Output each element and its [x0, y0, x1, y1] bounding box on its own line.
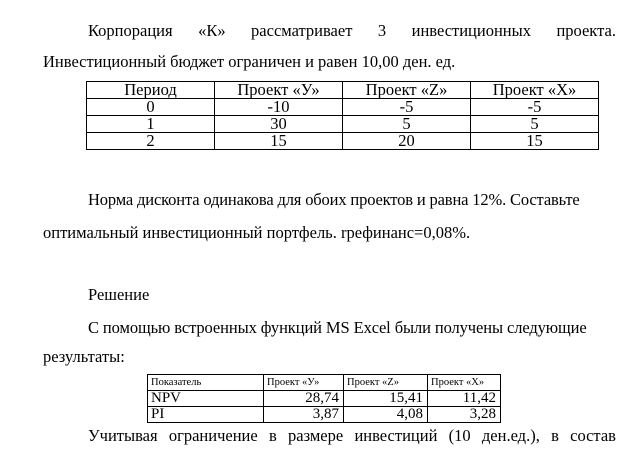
word: ден.ед.), — [481, 426, 540, 445]
table-header-cell: Проект «Z» — [343, 82, 471, 99]
table-cell: NPV — [148, 391, 264, 407]
table-header-cell: Проект «У» — [215, 82, 343, 99]
table-cell: -10 — [215, 99, 343, 116]
table-row — [148, 407, 501, 423]
word: рассматривает — [251, 21, 353, 40]
solution-title: Решение — [88, 285, 150, 304]
table-cell: 28,74 — [264, 391, 344, 407]
results-table — [147, 374, 501, 423]
table-header-cell: Проект «Z» — [344, 375, 428, 391]
table-row — [87, 99, 599, 116]
intro-line-2: Инвестиционный бюджет ограничен и равен 10,00 ден. ед. — [43, 52, 456, 71]
word: состав — [570, 426, 616, 445]
table-cell: 2 — [87, 133, 215, 150]
word: инвестиций — [354, 426, 438, 445]
table-row — [148, 391, 501, 407]
table-cell: 15,41 — [344, 391, 428, 407]
table-header-cell: Показатель — [148, 375, 264, 391]
table-header-cell: Проект «Х» — [428, 375, 501, 391]
table-cell: 5 — [471, 116, 599, 133]
word: (10 — [448, 426, 471, 445]
table-header-cell: Период — [87, 82, 215, 99]
table-cell: 1 — [87, 116, 215, 133]
intro-line-1 — [88, 21, 616, 41]
word: Корпорация — [88, 21, 173, 40]
word: «К» — [198, 21, 226, 40]
word: 3 — [377, 21, 387, 40]
discount-line-2: оптимальный инвестиционный портфель. rрефинанс=0,08%. — [43, 223, 471, 242]
solution-line-1: С помощью встроенных функций MS Excel были получены следующие — [88, 318, 587, 337]
table-row — [87, 116, 599, 133]
solution-line-2: результаты: — [43, 347, 125, 366]
word: в — [551, 426, 559, 445]
word: размере — [288, 426, 344, 445]
word: проекта. — [556, 21, 616, 40]
table-cell: PI — [148, 407, 264, 423]
word: ограничение — [168, 426, 258, 445]
word: Учитывая — [88, 426, 158, 445]
word: в — [268, 426, 277, 445]
table-cell: 30 — [215, 116, 343, 133]
table-cell: 4,08 — [344, 407, 428, 423]
table-cell: 3,28 — [428, 407, 501, 423]
table-header-row — [148, 375, 501, 391]
discount-line-1: Норма дисконта одинакова для обоих проектов и равна 12%. Составьте — [88, 190, 580, 209]
cashflow-table — [86, 81, 599, 150]
table-cell: 5 — [343, 116, 471, 133]
word: инвестиционных — [411, 21, 531, 40]
table-cell: -5 — [343, 99, 471, 116]
table-cell: 15 — [471, 133, 599, 150]
table-cell: 11,42 — [428, 391, 501, 407]
table-header-row — [87, 82, 599, 99]
closing-line-1 — [88, 426, 616, 446]
table-cell: -5 — [471, 99, 599, 116]
table-cell: 20 — [343, 133, 471, 150]
table-cell: 3,87 — [264, 407, 344, 423]
table-header-cell: Проект «Х» — [471, 82, 599, 99]
table-header-cell: Проект «У» — [264, 375, 344, 391]
table-cell: 15 — [215, 133, 343, 150]
table-row — [87, 133, 599, 150]
table-cell: 0 — [87, 99, 215, 116]
